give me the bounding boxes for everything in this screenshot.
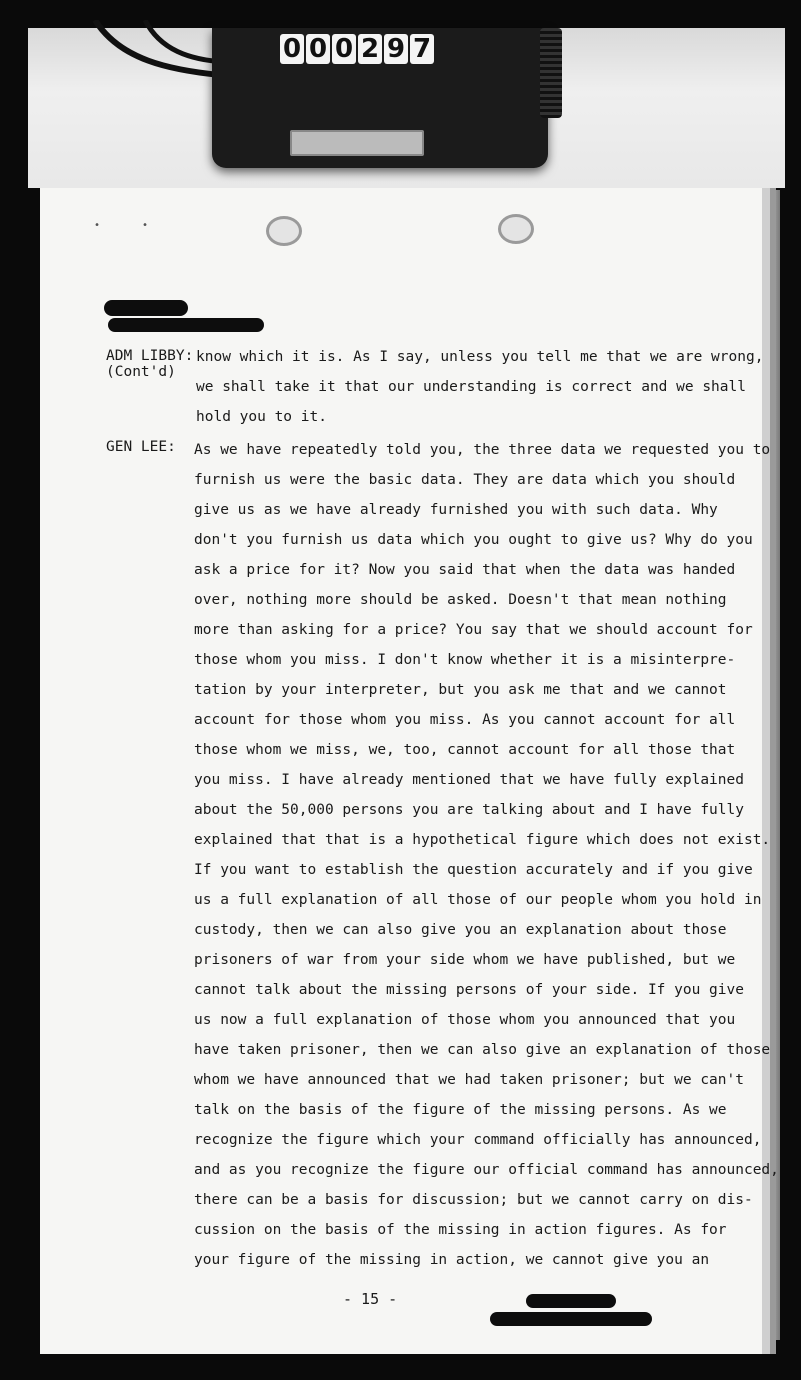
text-line: us now a full explanation of those whom you announced that you [194,1012,736,1028]
text-line: give us as we have already furnished you with such data. Why [194,502,718,518]
text-line: prisoners of war from your side whom we have published, but we [194,952,736,968]
text-line: your figure of the missing in action, we cannot give you an [194,1252,710,1268]
speech-block-gen-lee [194,435,779,1275]
text-line: those whom we miss, we, too, cannot account for all those that [194,742,736,758]
punch-hole-icon [498,214,534,244]
text-line: talk on the basis of the figure of the missing persons. As we [194,1102,727,1118]
frame-counter-digits [280,34,434,64]
counter-digit: 0 [280,34,304,64]
counter-digit: 0 [332,34,356,64]
text-line: tation by your interpreter, but you ask me that and we cannot [194,682,727,698]
text-line: hold you to it. [196,409,327,425]
text-line: those whom you miss. I don't know whether it is a misinterpre- [194,652,736,668]
counter-label-plate [290,130,424,156]
counter-digit: 0 [306,34,330,64]
counter-knob-icon [540,28,562,118]
text-line: cannot talk about the missing persons of your side. If you give [194,982,744,998]
text-line: If you want to establish the question accurately and if you give [194,862,753,878]
redaction-bar [108,318,264,332]
speech-block-adm-libby [196,342,763,432]
text-line: recognize the figure which your command officially has announced, [194,1132,762,1148]
text-line: you miss. I have already mentioned that we have fully explained [194,772,744,788]
speaker-label-adm-libby: ADM LIBBY: (Cont'd) [106,348,194,380]
redaction-bar [526,1294,616,1308]
text-line: custody, then we can also give you an explanation about those [194,922,727,938]
counter-digit: 2 [358,34,382,64]
text-line: have taken prisoner, then we can also give an explanation of those [194,1042,771,1058]
text-line: explained that that is a hypothetical figure which does not exist. [194,832,771,848]
text-line: about the 50,000 persons you are talking about and I have fully [194,802,744,818]
page-number: - 15 - [343,1290,398,1308]
text-line: us a full explanation of all those of our people whom you hold in [194,892,762,908]
counter-digit: 9 [384,34,408,64]
text-line: As we have repeatedly told you, the three data we requested you to [194,442,771,458]
text-line: account for those whom you miss. As you cannot account for all [194,712,736,728]
text-line: furnish us were the basic data. They are data which you should [194,472,736,488]
text-line: don't you furnish us data which you ought to give us? Why do you [194,532,753,548]
text-line: over, nothing more should be asked. Doesn't that mean nothing [194,592,727,608]
counter-cable-icon [90,20,230,90]
counter-digit: 7 [410,34,434,64]
text-line: whom we have announced that we had taken prisoner; but we can't [194,1072,744,1088]
scan-speck: • [94,220,101,231]
text-line: know which it is. As I say, unless you tell me that we are wrong, [196,349,764,365]
punch-hole-icon [266,216,302,246]
text-line: ask a price for it? Now you said that when the data was handed [194,562,736,578]
text-line: and as you recognize the figure our official command has announced, [194,1162,779,1178]
text-line: we shall take it that our understanding is correct and we shall [196,379,746,395]
text-line: more than asking for a price? You say that we should account for [194,622,753,638]
text-line: there can be a basis for discussion; but we cannot carry on dis- [194,1192,753,1208]
redaction-bar [490,1312,652,1326]
text-line: cussion on the basis of the missing in action figures. As for [194,1222,727,1238]
scan-speck: • [142,220,149,231]
speaker-label-gen-lee: GEN LEE: [106,439,176,455]
redaction-bar [104,300,188,316]
